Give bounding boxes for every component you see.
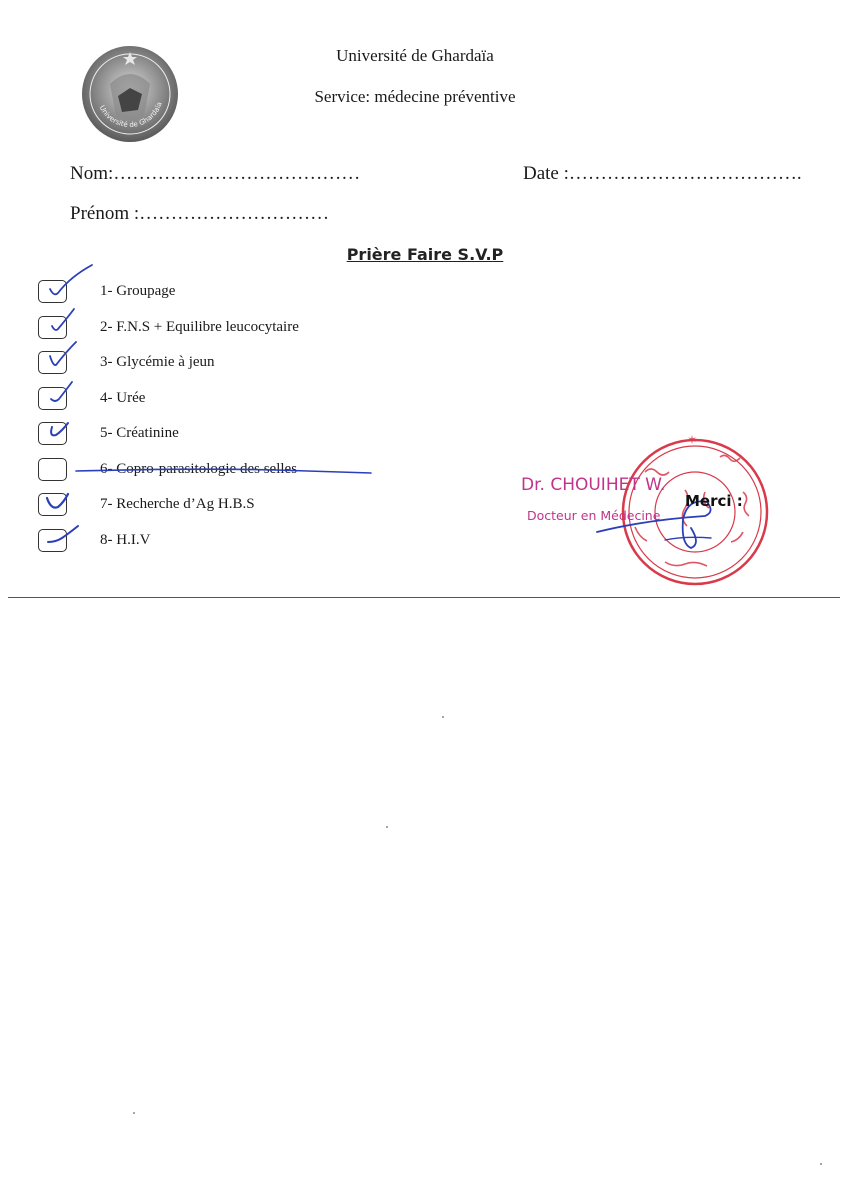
service-name: Service: médecine préventive (314, 87, 516, 106)
list-item (38, 490, 438, 520)
prenom-field: Prénom :………………………… (70, 203, 330, 224)
list-item (38, 313, 438, 343)
stamp-doctor-name: Dr. CHOUIHET W. (521, 475, 666, 495)
scan-speck (386, 826, 388, 828)
doctor-stamp (515, 432, 775, 594)
form-title: Prière Faire S.V.P (346, 245, 504, 264)
list-item (38, 455, 438, 485)
item-label: 7- Recherche d’Ag H.B.S (100, 496, 255, 512)
date-field: Date :………………………………. (523, 163, 802, 184)
checkmark-icon (34, 405, 94, 449)
item-label: 6- Copro-parasitologie des selles (100, 461, 298, 477)
list-item (38, 348, 438, 378)
list-item (38, 384, 438, 414)
stamp-doctor-title: Docteur en Médecine (527, 508, 661, 523)
scan-speck (133, 1112, 135, 1114)
svg-text:✶: ✶ (687, 433, 698, 447)
university-name: Université de Ghardaïa (336, 46, 494, 65)
item-label: 4- Urée (100, 390, 146, 406)
scan-speck (820, 1163, 822, 1165)
list-item (38, 419, 438, 449)
list-item (38, 526, 438, 556)
list-item (38, 277, 438, 307)
item-label: 2- F.N.S + Equilibre leucocytaire (100, 319, 299, 335)
logo-text: Université de Ghardaïa (97, 100, 164, 130)
checkmark-icon (34, 512, 94, 556)
item-label: 5- Créatinine (100, 425, 179, 441)
item-label: 3- Glycémie à jeun (100, 354, 215, 370)
item-label: 1- Groupage (100, 283, 176, 299)
scan-speck (442, 716, 444, 718)
merci-label: Merci : (685, 492, 743, 510)
nom-field: Nom:………………………………… (70, 163, 361, 184)
item-label: 8- H.I.V (100, 532, 151, 548)
divider (8, 597, 840, 598)
strikethrough-mark (96, 455, 386, 485)
